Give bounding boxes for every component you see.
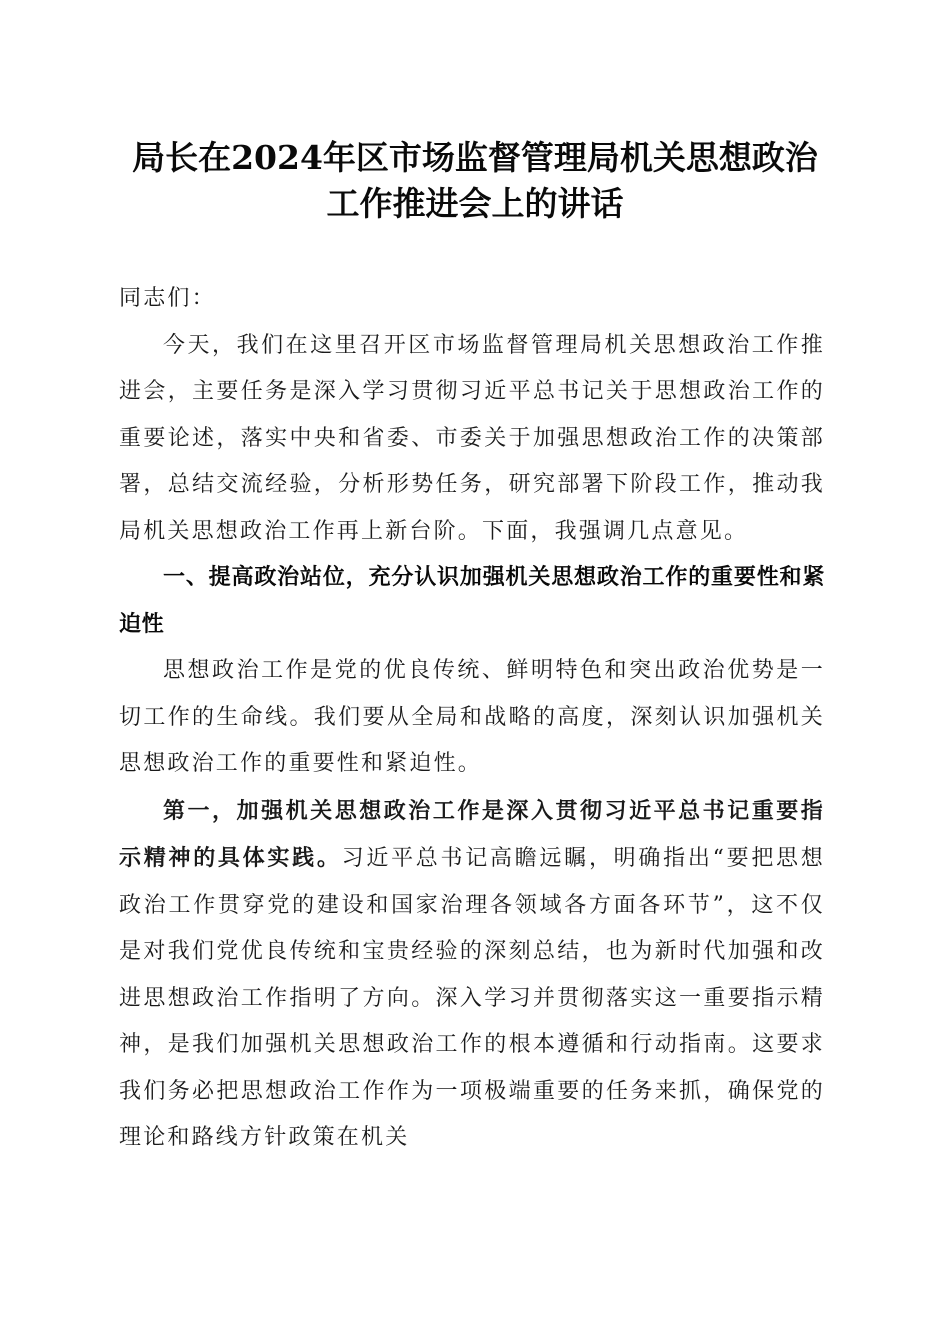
point-1-paragraph: [119, 788, 825, 1162]
section-1-intro-paragraph: 思想政治工作是党的优良传统、鲜明特色和突出政治优势是一切工作的生命线。我们要从全局和战略的高度，深刻认识加强机关思想政治工作的重要性和紧迫性。: [119, 658, 825, 776]
section-heading-1: 一、提高政治站位，充分认识加强机关思想政治工作的重要性和紧迫性: [119, 565, 825, 637]
document-body: [119, 276, 825, 1162]
point-1-body: 习近平总书记高瞻远瞩，明确指出“要把思想政治工作贯穿党的建设和国家治理各领域各方面各环节”，这不仅是对我们党优良传统和宝贵经验的深刻总结，也为新时代加强和改进思想政治工作指明了方向。深入学习并贯彻落实这一重要指示精神，是我们加强机关思想政治工作的根本遵循和行动指南。这要求我们务必把思想政治工作作为一项极端重要的任务来抓，确保党的理论和路线方针政策在机关: [119, 846, 825, 1150]
point-1-lead: 第一，加强机关思想政治工作是深入贯彻习近平总书记重要指示精神的具体实践。: [119, 797, 825, 871]
document-title: 局长在2024年区市场监督管理局机关思想政治工作推进会上的讲话: [132, 138, 818, 223]
intro-paragraph: 今天，我们在这里召开区市场监督管理局机关思想政治工作推进会，主要任务是深入学习贯彻习近平总书记关于思想政治工作的重要论述，落实中央和省委、市委关于加强思想政治工作的决策部署，总结交流经验，分析形势任务，研究部署下阶段工作，推动我局机关思想政治工作再上新台阶。下面，我强调几点意见。: [119, 332, 825, 544]
greeting: 同志们：: [119, 286, 216, 311]
